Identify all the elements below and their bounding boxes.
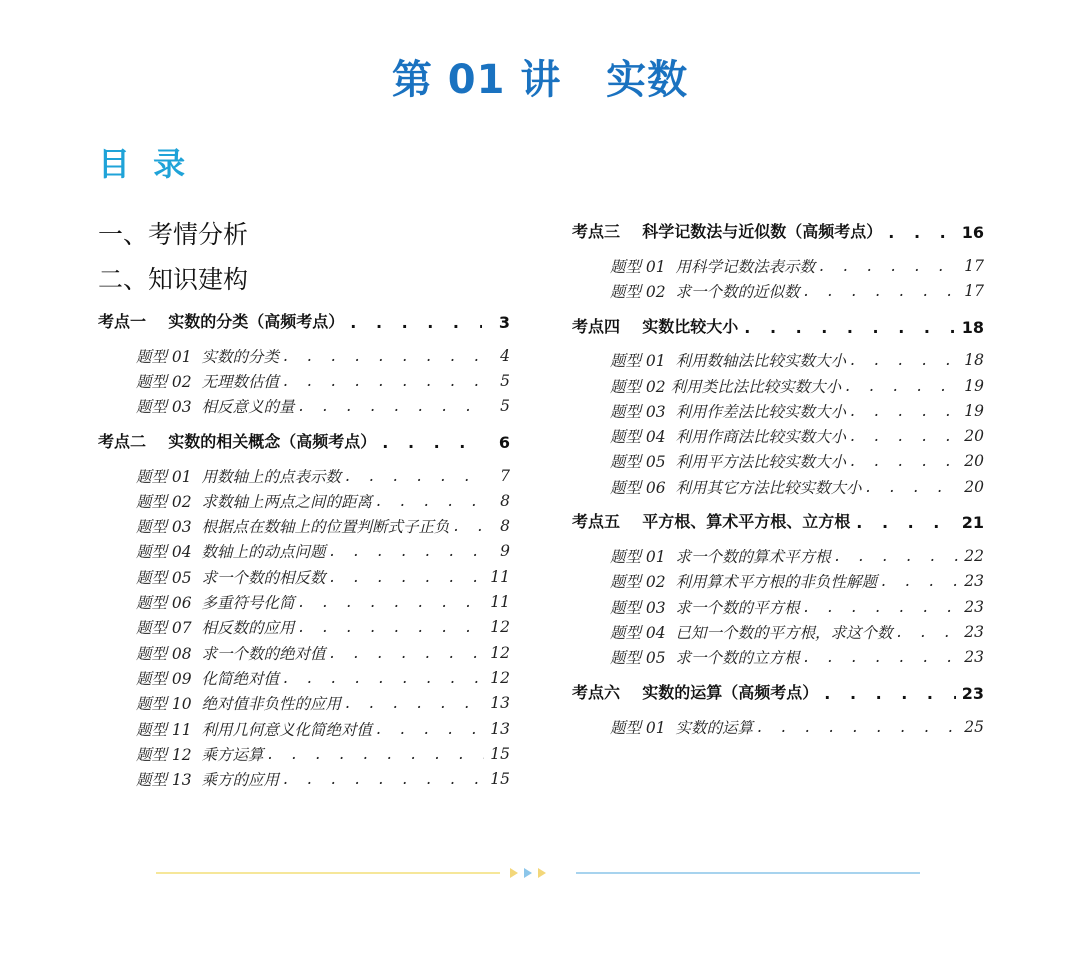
toc-left-column: [98, 212, 510, 795]
toc-type-label: 题型 11 利用几何意义化简绝对值: [136, 720, 373, 739]
dot-leader: [330, 644, 484, 662]
dot-leader: [376, 492, 484, 510]
dot-leader: [881, 572, 958, 590]
toc-point-entry[interactable]: [572, 502, 984, 538]
toc-page-number: 12: [490, 618, 510, 637]
dot-leader: [757, 718, 958, 736]
toc-type-label: 题型 03 根据点在数轴上的位置判断式子正负: [136, 518, 450, 537]
toc-page-number: 23: [964, 597, 984, 616]
toc-page-number: 5: [500, 397, 510, 416]
toc-page-number: 19: [964, 401, 984, 420]
toc-point-entry[interactable]: [572, 673, 984, 709]
dot-leader: [350, 313, 482, 332]
toc-point-label: 考点四 实数比较大小: [572, 316, 739, 336]
dot-leader: [299, 618, 484, 636]
toc-type-label: 题型 02 无理数估值: [136, 372, 280, 391]
toc-page-number: 12: [490, 643, 510, 662]
toc-page-number: 8: [500, 491, 510, 510]
toc-type-label: 题型 01 实数的分类: [136, 347, 280, 366]
toc-point-label: 考点一 实数的分类（高频考点）: [98, 312, 345, 331]
toc-type-label: 题型 01 用科学记数法表示数: [610, 257, 816, 276]
toc-page-number: 7: [500, 466, 510, 485]
dot-leader: [897, 623, 958, 641]
toc-type-entry[interactable]: [98, 716, 510, 741]
toc-page-number: 19: [964, 376, 984, 395]
toc-page-number: 25: [964, 717, 984, 736]
toc-type-entry[interactable]: [98, 343, 510, 368]
footer-divider-right: [576, 872, 920, 874]
toc-type-entry[interactable]: [572, 398, 984, 423]
toc-type-label: 题型 02 求数轴上两点之间的距离: [136, 492, 373, 511]
toc-type-entry[interactable]: [572, 594, 984, 619]
toc-type-label: 题型 02 利用类比法比较实数大小: [610, 377, 842, 396]
toc-page-number: 20: [964, 452, 984, 471]
toc-type-label: 题型 05 利用平方法比较实数大小: [610, 453, 847, 472]
toc-type-entry[interactable]: [572, 278, 984, 303]
toc-type-entry[interactable]: [98, 394, 510, 419]
toc-type-entry[interactable]: [572, 645, 984, 670]
toc-point-label: 考点五 平方根、算术平方根、立方根: [572, 512, 851, 532]
dot-leader: [850, 452, 958, 470]
toc-type-entry[interactable]: [572, 348, 984, 373]
toc-page-number: 13: [490, 694, 510, 713]
toc-page-number: 23: [964, 572, 984, 591]
dot-leader: [819, 257, 958, 275]
dot-leader: [866, 478, 958, 496]
toc-type-label: 题型 10 绝对值非负性的应用: [136, 695, 342, 714]
page-title: 第 01 讲 实数: [391, 57, 689, 103]
toc-type-label: 题型 04 利用作商法比较实数大小: [610, 428, 847, 447]
toc-type-entry[interactable]: [98, 463, 510, 488]
dot-leader: [804, 282, 958, 300]
dot-leader: [744, 318, 955, 337]
toc-page-number: 20: [964, 427, 984, 446]
dot-leader: [283, 347, 484, 365]
dot-leader: [299, 593, 484, 611]
toc-point-entry[interactable]: [98, 302, 510, 338]
toc-type-label: 题型 04 已知一个数的平方根，求这个数: [610, 623, 893, 642]
dot-leader: [850, 402, 958, 420]
toc-type-entry[interactable]: [98, 665, 510, 690]
toc-type-group: [572, 709, 984, 742]
toc-type-entry[interactable]: [572, 619, 984, 644]
toc-point-entry[interactable]: [572, 307, 984, 343]
toc-point-entry[interactable]: [572, 212, 984, 248]
toc-page-number: 12: [490, 668, 510, 687]
toc-type-label: 题型 08 求一个数的绝对值: [136, 644, 326, 663]
toc-type-entry[interactable]: [98, 513, 510, 538]
dot-leader: [835, 547, 958, 565]
dot-leader: [845, 377, 958, 395]
toc-type-label: 题型 09 化简绝对值: [136, 669, 280, 688]
toc-page-number: 8: [500, 517, 510, 536]
toc-type-label: 题型 05 求一个数的相反数: [136, 568, 326, 587]
toc-page-number: 11: [490, 593, 510, 612]
dot-leader: [888, 223, 955, 242]
dot-leader: [283, 372, 484, 390]
toc-type-label: 题型 06 多重符号化简: [136, 594, 295, 613]
dot-leader: [824, 684, 955, 703]
toc-page-number: 5: [500, 371, 510, 390]
toc-type-label: 题型 03 求一个数的平方根: [610, 598, 800, 617]
dot-leader: [283, 669, 484, 687]
toc-type-entry[interactable]: [98, 741, 510, 766]
toc-page-number: 11: [490, 567, 510, 586]
toc-page-number: 15: [490, 744, 510, 763]
dot-leader: [804, 648, 958, 666]
toc-type-label: 题型 01 实数的运算: [610, 718, 754, 737]
toc-page-number: 15: [490, 770, 510, 789]
toc-type-label: 题型 05 求一个数的立方根: [610, 649, 800, 668]
dot-leader: [382, 433, 482, 452]
toc-type-label: 题型 07 相反数的应用: [136, 619, 295, 638]
dot-leader: [850, 427, 958, 445]
dot-leader: [856, 513, 955, 532]
toc-type-label: 题型 01 用数轴上的点表示数: [136, 467, 342, 486]
toc-type-label: 题型 02 利用算术平方根的非负性解题: [610, 573, 878, 592]
toc-type-entry[interactable]: [98, 564, 510, 589]
toc-type-group: [572, 248, 984, 307]
toc-page-number: 17: [964, 256, 984, 275]
toc-page-number: 23: [964, 622, 984, 641]
dot-leader: [345, 467, 484, 485]
toc-type-group: [98, 458, 510, 795]
toc-type-entry[interactable]: [572, 449, 984, 474]
toc-type-label: 题型 01 求一个数的算术平方根: [610, 548, 831, 567]
toc-type-label: 题型 02 求一个数的近似数: [610, 282, 800, 301]
toc-right-column: [572, 212, 984, 742]
toc-type-entry[interactable]: [572, 253, 984, 278]
toc-type-entry[interactable]: [572, 714, 984, 739]
toc-type-label: 题型 13 乘方的应用: [136, 771, 280, 790]
toc-page-number: 9: [500, 542, 510, 561]
toc-page-number: 16: [961, 223, 984, 242]
toc-type-entry[interactable]: [98, 615, 510, 640]
toc-type-label: 题型 12 乘方运算: [136, 745, 264, 764]
toc-page-number: 13: [490, 719, 510, 738]
dot-leader: [330, 542, 484, 560]
toc-type-entry[interactable]: [98, 368, 510, 393]
toc-page-number: 4: [500, 346, 510, 365]
toc-type-entry[interactable]: [98, 589, 510, 614]
toc-page-number: 18: [961, 317, 984, 337]
toc-page-number: 3: [498, 313, 510, 332]
toc-type-entry[interactable]: [572, 373, 984, 398]
dot-leader: [268, 745, 484, 763]
toc-type-label: 题型 06 利用其它方法比较实数大小: [610, 478, 862, 497]
dot-leader: [804, 598, 958, 616]
toc-type-group: [98, 338, 510, 422]
dot-leader: [345, 694, 484, 712]
toc-type-label: 题型 03 相反意义的量: [136, 398, 295, 417]
dot-leader: [283, 770, 484, 788]
toc-type-entry[interactable]: [98, 640, 510, 665]
toc-type-entry[interactable]: [98, 691, 510, 716]
toc-type-entry[interactable]: [98, 488, 510, 513]
toc-page-number: 23: [964, 648, 984, 667]
toc-page-number: 23: [961, 683, 984, 703]
toc-type-entry[interactable]: [572, 569, 984, 594]
left-points-list: [98, 302, 510, 795]
toc-page-number: 17: [964, 281, 984, 300]
toc-point-entry[interactable]: [98, 422, 510, 458]
toc-type-entry[interactable]: [98, 766, 510, 791]
toc-type-entry[interactable]: [572, 474, 984, 499]
toc-page-number: 22: [964, 547, 984, 566]
toc-type-group: [572, 538, 984, 672]
toc-type-group: [572, 343, 984, 503]
toc-point-label: 考点六 实数的运算（高频考点）: [572, 682, 819, 702]
footer-divider-left: [156, 872, 500, 874]
dot-leader: [454, 517, 484, 535]
toc-type-label: 题型 01 利用数轴法比较实数大小: [610, 352, 847, 371]
dot-leader: [330, 568, 484, 586]
toc-page-number: 20: [964, 477, 984, 496]
toc-point-label: 考点三 科学记数法与近似数（高频考点）: [572, 222, 883, 241]
toc-section-analysis[interactable]: 一、考情分析: [98, 220, 249, 249]
toc-page-number: 6: [498, 432, 510, 452]
dot-leader: [850, 351, 958, 369]
dot-leader: [299, 397, 484, 415]
toc-page-number: 18: [964, 351, 984, 370]
toc-type-label: 题型 03 利用作差法比较实数大小: [610, 402, 847, 421]
triple-arrow-icon: [508, 866, 556, 880]
toc-point-label: 考点二 实数的相关概念（高频考点）: [98, 431, 377, 451]
dot-leader: [376, 720, 484, 738]
toc-type-label: 题型 04 数轴上的动点问题: [136, 543, 326, 562]
toc-type-entry[interactable]: [572, 543, 984, 568]
toc-page-number: 21: [961, 513, 984, 533]
right-points-list: [572, 212, 984, 742]
toc-type-entry[interactable]: [572, 423, 984, 448]
toc-type-entry[interactable]: [98, 539, 510, 564]
toc-heading: 目 录: [98, 145, 192, 183]
toc-section-structure[interactable]: 二、知识建构: [98, 265, 249, 294]
